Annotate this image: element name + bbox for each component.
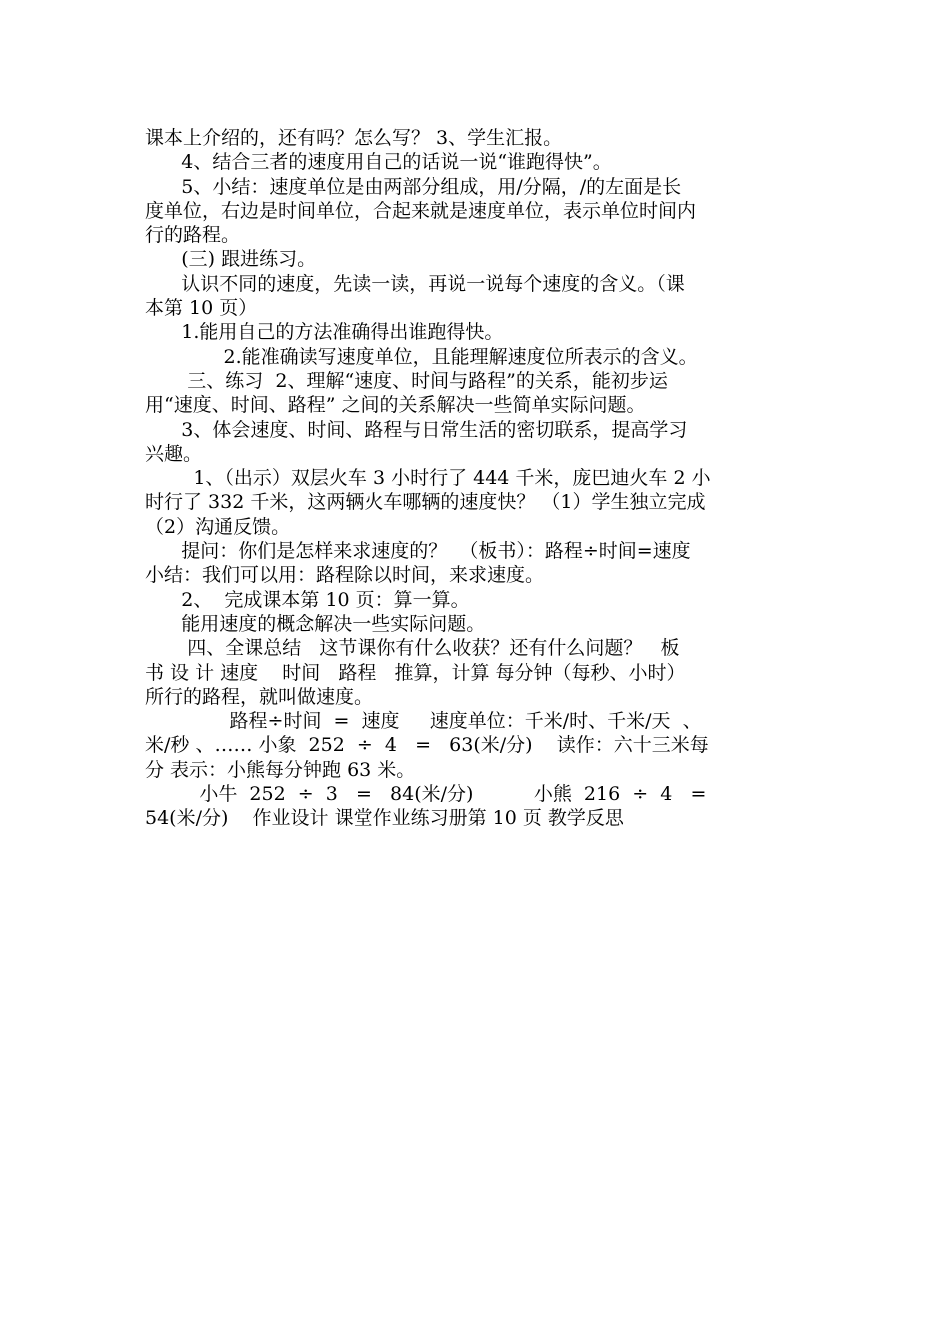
text-line: 行的路程。 <box>145 224 241 247</box>
text-line: 能用速度的概念解决一些实际问题。 <box>145 612 486 635</box>
text-line: 5、小结：速度单位是由两部分组成，用/分隔，/的左面是长 <box>145 175 682 198</box>
document-body <box>145 126 815 831</box>
text-line: 认识不同的速度，先读一读，再说一说每个速度的含义。（课 <box>145 272 685 295</box>
text-line: 2、 完成课本第 10 页：算一算。 <box>145 588 470 611</box>
text-line: 时行了 332 千米，这两辆火车哪辆的速度快？ （1）学生独立完成 <box>145 491 706 514</box>
text-line: 小结：我们可以用：路程除以时间，来求速度。 <box>145 564 545 587</box>
text-line: 用“速度、时间、路程” 之间的关系解决一些简单实际问题。 <box>145 394 646 417</box>
text-line: 4、结合三者的速度用自己的话说一说“谁跑得快”。 <box>145 151 612 174</box>
text-line: 课本上介绍的，还有吗？怎么写？ 3、学生汇报。 <box>145 127 563 149</box>
text-line: 小牛 252 ÷ 3 = 84(米/分) 小熊 216 ÷ 4 = <box>145 783 707 806</box>
text-line: 路程÷时间 = 速度 速度单位：千米/时、千米/天 、 <box>145 710 702 733</box>
text-line: 书 设 计 速度 时间 路程 推算，计算 每分钟（每秒、小时） <box>145 661 686 684</box>
text-line: 提问：你们是怎样来求速度的？ （板书）：路程÷时间=速度 <box>145 540 691 563</box>
text-line: 54(米/分) 作业设计 课堂作业练习册第 10 页 教学反思 <box>145 807 624 830</box>
text-line: 2.能准确读写速度单位，且能理解速度位所表示的含义。 <box>145 345 698 368</box>
text-line: 所行的路程，就叫做速度。 <box>145 685 374 708</box>
text-line: (三) 跟进练习。 <box>145 248 317 271</box>
text-line: （2）沟通反馈。 <box>145 515 291 538</box>
text-line: 3、体会速度、时间、路程与日常生活的密切联系，提高学习 <box>145 418 688 441</box>
text-line: 1.能用自己的方法准确得出谁跑得快。 <box>145 321 504 344</box>
text-line: 1、（出示）双层火车 3 小时行了 444 千米，庞巴迪火车 2 小 <box>145 467 711 490</box>
text-line: 兴趣。 <box>145 442 203 465</box>
text-line: 四、全课总结 这节课你有什么收获？还有什么问题？ 板 <box>145 637 680 660</box>
text-line: 本第 10 页） <box>145 297 258 320</box>
text-line: 分 表示：小熊每分钟跑 63 米。 <box>145 758 416 781</box>
text-line: 度单位，右边是时间单位，合起来就是速度单位，表示单位时间内 <box>145 199 697 222</box>
text-line: 三、练习 2、理解“速度、时间与路程”的关系，能初步运 <box>145 369 668 392</box>
text-line: 米/秒 、…… 小象 252 ÷ 4 = 63(米/分) 读作：六十三米每 <box>145 734 709 757</box>
